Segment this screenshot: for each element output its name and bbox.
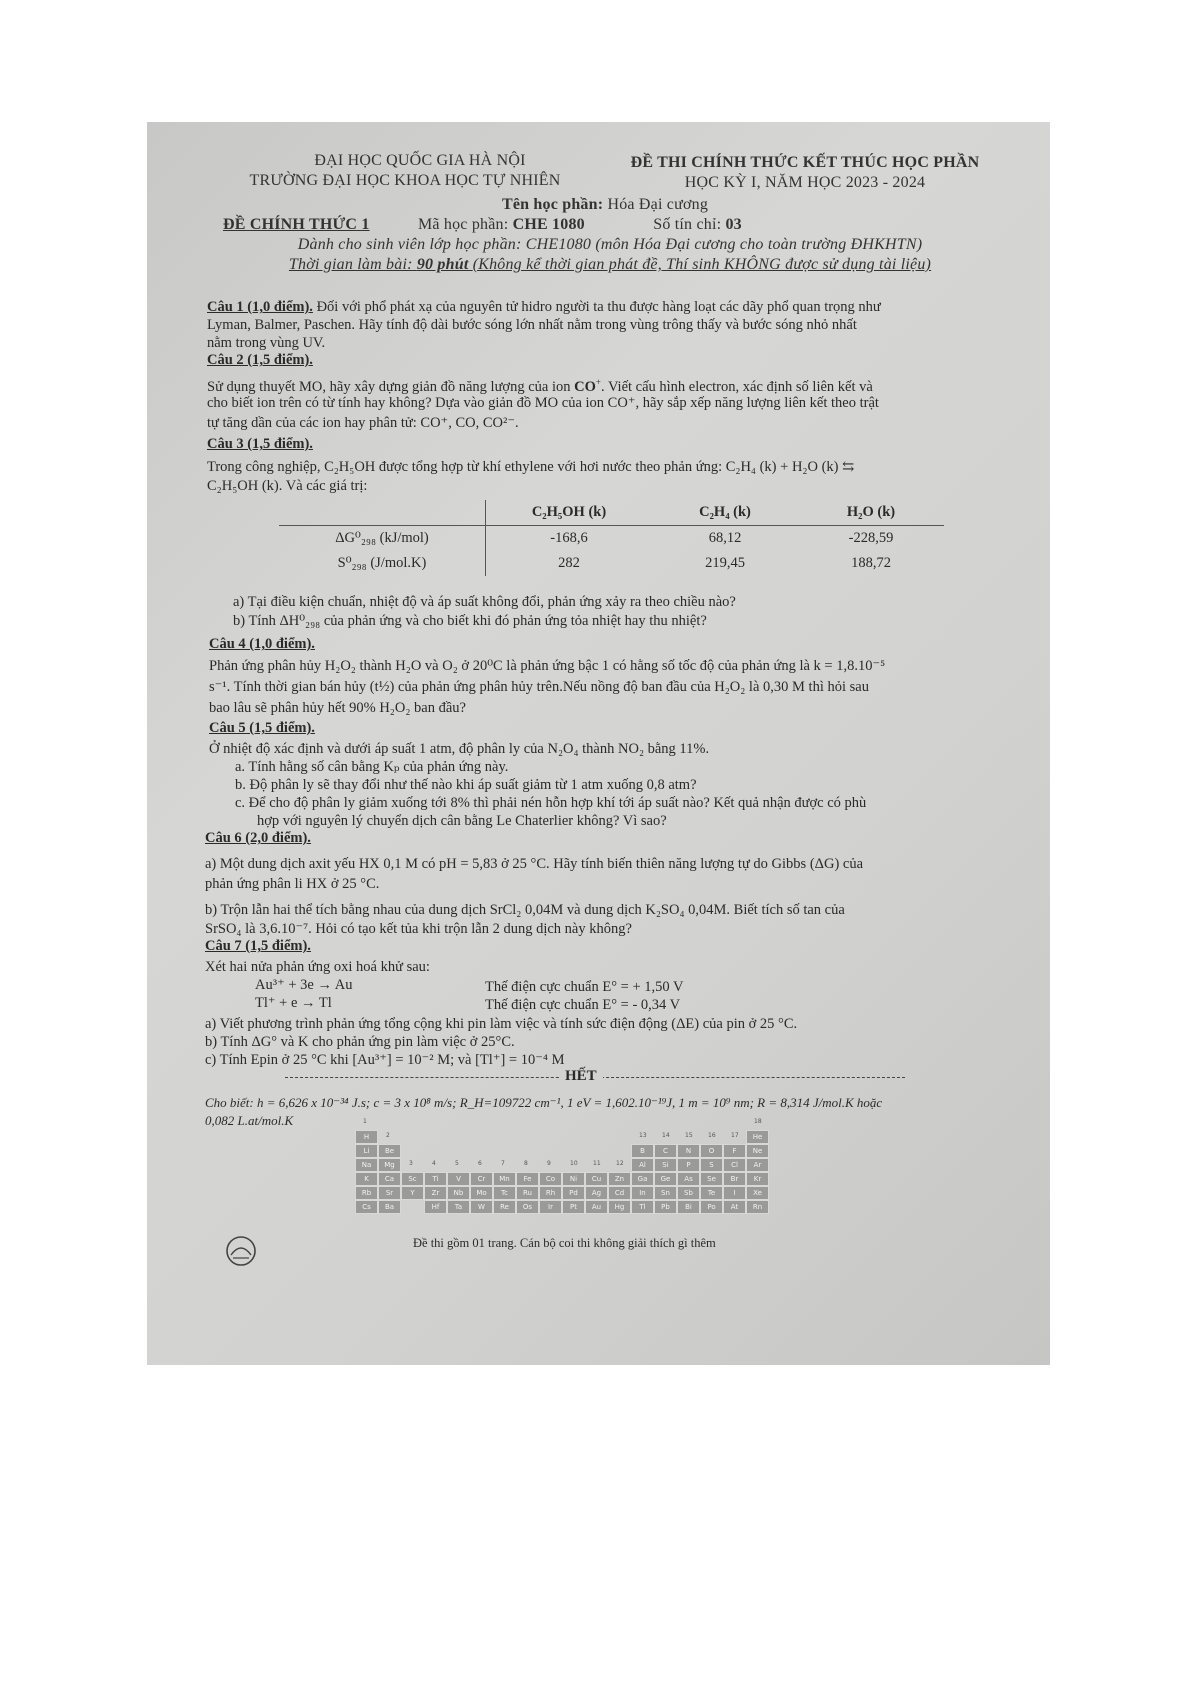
- q3-line-2: C₂H₅OH (k). Và các giá trị:: [207, 478, 368, 494]
- periodic-element: Te: [700, 1186, 723, 1200]
- periodic-element: Mo: [470, 1186, 493, 1200]
- q1-line-3: nằm trong vùng UV.: [207, 335, 326, 351]
- course-name: Hóa Đại cương: [607, 196, 709, 213]
- periodic-element: P: [677, 1158, 700, 1172]
- q6-part-b-2: SrSO₄ là 3,6.10⁻⁷. Hỏi có tạo kết tủa khi trộn lẫn 2 dung dịch này không?: [205, 921, 632, 937]
- periodic-element: Sn: [654, 1186, 677, 1200]
- periodic-element: Co: [539, 1172, 562, 1186]
- periodic-element: At: [723, 1200, 746, 1214]
- periodic-element: B: [631, 1144, 654, 1158]
- periodic-element: O: [700, 1144, 723, 1158]
- periodic-group-label: 9: [547, 1160, 551, 1167]
- q7-reaction-1: Au³⁺ + 3e → Au: [255, 977, 353, 993]
- periodic-element: Hg: [608, 1200, 631, 1214]
- periodic-element: Nb: [447, 1186, 470, 1200]
- periodic-element: Br: [723, 1172, 746, 1186]
- q3-title: Câu 3 (1,5 điểm).: [207, 436, 313, 452]
- q6-title: Câu 6 (2,0 điểm).: [205, 830, 311, 846]
- periodic-element: S: [700, 1158, 723, 1172]
- periodic-element: F: [723, 1144, 746, 1158]
- periodic-element: Cr: [470, 1172, 493, 1186]
- q3-row-label: ΔG⁰₂₉₈ (kJ/mol): [279, 526, 486, 552]
- course-line: [395, 196, 815, 214]
- q7-part-a: a) Viết phương trình phản ứng tổng cộng khi pin làm việc và tính sức điện động (ΔE) của pin ở 25 °C.: [205, 1016, 798, 1032]
- faculty-name: TRƯỜNG ĐẠI HỌC KHOA HỌC TỰ NHIÊN: [249, 172, 561, 189]
- q5-part-a: a. Tính hằng số cân bằng Kₚ của phản ứng này.: [235, 759, 509, 775]
- periodic-element: He: [746, 1130, 769, 1144]
- periodic-element: Ge: [654, 1172, 677, 1186]
- q3-col-ethylene: C₂H₄ (k): [699, 504, 751, 520]
- q1-line-1: [207, 298, 881, 316]
- time-line: [215, 256, 1005, 274]
- exam-heading: ĐỀ THI CHÍNH THỨC KẾT THÚC HỌC PHẦN: [630, 154, 980, 171]
- exam-meta-line: [223, 216, 1003, 234]
- periodic-element: Na: [355, 1158, 378, 1172]
- periodic-group-label: 4: [432, 1160, 436, 1167]
- periodic-group-label: 7: [501, 1160, 505, 1167]
- periodic-group-label: 18: [754, 1118, 762, 1125]
- periodic-element: In: [631, 1186, 654, 1200]
- q3-cell: 219,45: [705, 555, 745, 571]
- time-prefix: Thời gian làm bài:: [288, 256, 413, 273]
- periodic-element: Kr: [746, 1172, 769, 1186]
- periodic-element: Ag: [585, 1186, 608, 1200]
- q1-title: Câu 1 (1,0 điểm).: [207, 299, 313, 315]
- periodic-element: Ne: [746, 1144, 769, 1158]
- q7-reaction-2: Tl⁺ + e → Tl: [255, 995, 332, 1011]
- q2-text-1a: Sử dụng thuyết MO, hãy xây dựng giản đồ năng lượng của ion: [207, 378, 571, 395]
- course-code: CHE 1080: [512, 216, 585, 233]
- university-name: ĐẠI HỌC QUỐC GIA HÀ NỘI: [314, 152, 526, 169]
- q3-cell: 188,72: [851, 555, 891, 571]
- periodic-element: W: [470, 1200, 493, 1214]
- periodic-element: Xe: [746, 1186, 769, 1200]
- periodic-element: Al: [631, 1158, 654, 1172]
- course-label: Tên học phần:: [501, 196, 604, 213]
- periodic-element: Sr: [378, 1186, 401, 1200]
- periodic-element: Ca: [378, 1172, 401, 1186]
- periodic-element: Ti: [424, 1172, 447, 1186]
- periodic-element: Au: [585, 1200, 608, 1214]
- periodic-element: Ba: [378, 1200, 401, 1214]
- periodic-element: Y: [401, 1186, 424, 1200]
- audience-line: Dành cho sinh viên lớp học phần: CHE1080 (môn Hóa Đại cương cho toàn trường ĐHKHTN): [297, 236, 923, 253]
- periodic-element: C: [654, 1144, 677, 1158]
- exam-code: ĐỀ CHÍNH THỨC 1: [223, 216, 370, 233]
- q2-text-1b: . Viết cấu hình electron, xác định số liên kết và: [600, 378, 873, 395]
- periodic-group-label: 8: [524, 1160, 528, 1167]
- q2-title: Câu 2 (1,5 điểm).: [207, 352, 313, 368]
- q6-part-b-1: b) Trộn lẫn hai thể tích bằng nhau của dung dịch SrCl₂ 0,04M và dung dịch K₂SO₄ 0,04M. Biết tích số tan của: [205, 902, 845, 918]
- periodic-group-label: 3: [409, 1160, 413, 1167]
- constants-line-2: 0,082 L.at/mol.K: [205, 1113, 294, 1128]
- periodic-element: N: [677, 1144, 700, 1158]
- q2-line-2: cho biết ion trên có từ tính hay không? Dựa vào giản đồ MO của ion CO⁺, hãy sắp xếp năng lượng liên kết theo trật: [207, 395, 879, 411]
- q1-text-1: Đối với phổ phát xạ của nguyên tử hidro người ta thu được hàng loạt các dãy phổ quan trọng như: [316, 299, 881, 315]
- periodic-element: Po: [700, 1200, 723, 1214]
- q4-line-3: bao lâu sẽ phân hủy hết 90% H₂O₂ ban đầu?: [209, 700, 466, 716]
- q3-row-entropy: [279, 551, 944, 576]
- q7-title: Câu 7 (1,5 điểm).: [205, 938, 311, 954]
- periodic-element: Rh: [539, 1186, 562, 1200]
- periodic-element: Si: [654, 1158, 677, 1172]
- periodic-element: Sb: [677, 1186, 700, 1200]
- periodic-group-label: 2: [386, 1132, 390, 1139]
- q3-row-gibbs: [279, 526, 944, 552]
- periodic-element: V: [447, 1172, 470, 1186]
- periodic-element: Rn: [746, 1200, 769, 1214]
- q3-cell: -168,6: [550, 530, 588, 546]
- periodic-element: Zn: [608, 1172, 631, 1186]
- q5-part-c-2: hợp với nguyên lý chuyển dịch cân bằng Le Chaterlier không? Vì sao?: [257, 813, 667, 829]
- q5-part-b: b. Độ phân ly sẽ thay đổi như thế nào khi áp suất giảm từ 1 atm xuống 0,8 atm?: [235, 777, 697, 793]
- exam-paper: [195, 122, 1015, 1365]
- q7-potential-1: Thế điện cực chuẩn E° = + 1,50 V: [485, 979, 684, 995]
- q4-line-1: Phản ứng phân hủy H₂O₂ thành H₂O và O₂ ở 20⁰C là phản ứng bậc 1 có hằng số tốc độ của phản ứng là k = 1,8.10⁻⁵: [209, 658, 886, 674]
- periodic-element: Ni: [562, 1172, 585, 1186]
- periodic-element: Cs: [355, 1200, 378, 1214]
- periodic-element: Ir: [539, 1200, 562, 1214]
- periodic-element: Zr: [424, 1186, 447, 1200]
- periodic-group-label: 14: [662, 1132, 670, 1139]
- periodic-element: I: [723, 1186, 746, 1200]
- q3-part-a: a) Tại điều kiện chuẩn, nhiệt độ và áp suất không đổi, phản ứng xảy ra theo chiều nào?: [233, 594, 736, 610]
- exam-photo: [147, 122, 1050, 1365]
- periodic-element: Mn: [493, 1172, 516, 1186]
- periodic-element: Rb: [355, 1186, 378, 1200]
- periodic-element: H: [355, 1130, 378, 1144]
- periodic-element: As: [677, 1172, 700, 1186]
- q2-line-1: Sử dụng thuyết MO, hãy xây dựng giản đồ năng lượng của ion CO+. Viết cấu hình electron, xác định số liên kết và: [207, 377, 873, 395]
- periodic-element: Sc: [401, 1172, 424, 1186]
- periodic-element: Li: [355, 1144, 378, 1158]
- course-code-label: Mã học phần:: [417, 216, 509, 233]
- periodic-element: Os: [516, 1200, 539, 1214]
- q4-title: Câu 4 (1,0 điểm).: [209, 636, 315, 652]
- q3-line-1: Trong công nghiệp, C₂H₅OH được tổng hợp từ khí ethylene với hơi nước theo phản ứng: C₂H₄ (k) + H₂O (k) ⇆: [207, 459, 855, 475]
- credits-value: 03: [725, 216, 742, 233]
- periodic-group-label: 10: [570, 1160, 578, 1167]
- q7-intro: Xét hai nửa phản ứng oxi hoá khử sau:: [205, 959, 430, 975]
- periodic-group-label: 1: [363, 1118, 367, 1125]
- periodic-element: Bi: [677, 1200, 700, 1214]
- q1-line-2: Lyman, Balmer, Paschen. Hãy tính độ dài bước sóng lớn nhất nằm trong vùng trông thấy và bước sóng nhỏ nhất: [207, 317, 857, 333]
- q3-row-label: S⁰₂₉₈ (J/mol.K): [279, 551, 486, 576]
- time-note: (Không kể thời gian phát đề, Thí sinh KHÔNG được sử dụng tài liệu): [472, 256, 932, 273]
- periodic-group-label: 12: [616, 1160, 624, 1167]
- q3-col-ethanol: C₂H₅OH (k): [531, 504, 607, 520]
- periodic-element: Be: [378, 1144, 401, 1158]
- q3-cell: 68,12: [708, 530, 742, 546]
- q3-cell: 282: [558, 555, 580, 571]
- q6-part-a-1: a) Một dung dịch axit yếu HX 0,1 M có pH = 5,83 ở 25 °C. Hãy tính biến thiên năng lượng tự do Gibbs (ΔG) của: [205, 856, 864, 872]
- q6-part-a-2: phản ứng phân li HX ở 25 °C.: [205, 876, 380, 892]
- end-label: HẾT: [559, 1068, 603, 1085]
- q7-potential-2: Thế điện cực chuẩn E° = - 0,34 V: [485, 997, 681, 1013]
- periodic-element: Ta: [447, 1200, 470, 1214]
- periodic-group-label: 6: [478, 1160, 482, 1167]
- q2-line-3: tự tăng dần của các ion hay phân tử: CO⁺, CO, CO²⁻.: [207, 415, 519, 431]
- periodic-group-label: 11: [593, 1160, 601, 1167]
- periodic-group-label: 13: [639, 1132, 647, 1139]
- q3-cell: -228,59: [848, 530, 894, 546]
- periodic-element: Cl: [723, 1158, 746, 1172]
- periodic-group-label: 15: [685, 1132, 693, 1139]
- periodic-element: Se: [700, 1172, 723, 1186]
- periodic-element: Tl: [631, 1200, 654, 1214]
- periodic-element: Pb: [654, 1200, 677, 1214]
- constants-line-1: Cho biết: h = 6,626 x 10⁻³⁴ J.s; c = 3 x 10⁸ m/s; R_H=109722 cm⁻¹, 1 eV = 1,602.10⁻¹⁹J, 1 m = 10⁹ nm; R = 8,314 J/mol.K hoặc: [205, 1095, 883, 1110]
- periodic-element: Ru: [516, 1186, 539, 1200]
- periodic-element: Cd: [608, 1186, 631, 1200]
- q4-line-2: s⁻¹. Tính thời gian bán hủy (t½) của phản ứng phân hủy trên.Nếu nồng độ ban đầu của H₂O₂ là 0,30 M thì hỏi sau: [209, 679, 869, 695]
- q7-part-c: c) Tính Epin ở 25 °C khi [Au³⁺] = 10⁻² M; và [Tl⁺] = 10⁻⁴ M: [205, 1052, 565, 1068]
- periodic-element: Cu: [585, 1172, 608, 1186]
- periodic-element: Mg: [378, 1158, 401, 1172]
- periodic-element: Ga: [631, 1172, 654, 1186]
- q7-part-b: b) Tính ΔG° và K cho phản ứng pin làm việc ở 25°C.: [205, 1034, 515, 1050]
- periodic-group-label: 17: [731, 1132, 739, 1139]
- periodic-element: Tc: [493, 1186, 516, 1200]
- periodic-element: Fe: [516, 1172, 539, 1186]
- q3-table: [279, 500, 944, 576]
- periodic-element: K: [355, 1172, 378, 1186]
- periodic-element: Hf: [424, 1200, 447, 1214]
- q2-ion: CO: [574, 378, 596, 395]
- q5-title: Câu 5 (1,5 điểm).: [209, 720, 315, 736]
- q3-part-b: b) Tính ΔH⁰₂₉₈ của phản ứng và cho biết khi đó phản ứng tỏa nhiệt hay thu nhiệt?: [233, 613, 707, 629]
- time-value: 90 phút: [416, 256, 469, 273]
- periodic-element: Pt: [562, 1200, 585, 1214]
- periodic-group-label: 5: [455, 1160, 459, 1167]
- q5-part-c-1: c. Để cho độ phân ly giảm xuống tới 8% thì phải nén hỗn hợp khí tới áp suất nào? Kết quả nhận được có phù: [235, 795, 867, 811]
- credits-label: Số tín chỉ:: [653, 216, 722, 233]
- periodic-group-label: 16: [708, 1132, 716, 1139]
- q3-col-water: H₂O (k): [846, 504, 896, 520]
- semester-line: HỌC KỲ I, NĂM HỌC 2023 - 2024: [684, 174, 926, 191]
- footer-note: Đề thi gồm 01 trang. Cán bộ coi thi không giải thích gì thêm: [413, 1236, 716, 1250]
- periodic-element: Pd: [562, 1186, 585, 1200]
- university-logo-icon: [225, 1235, 257, 1267]
- periodic-element: Re: [493, 1200, 516, 1214]
- q5-line-1: Ở nhiệt độ xác định và dưới áp suất 1 atm, độ phân ly của N₂O₄ thành NO₂ bằng 11%.: [209, 741, 710, 757]
- periodic-element: Ar: [746, 1158, 769, 1172]
